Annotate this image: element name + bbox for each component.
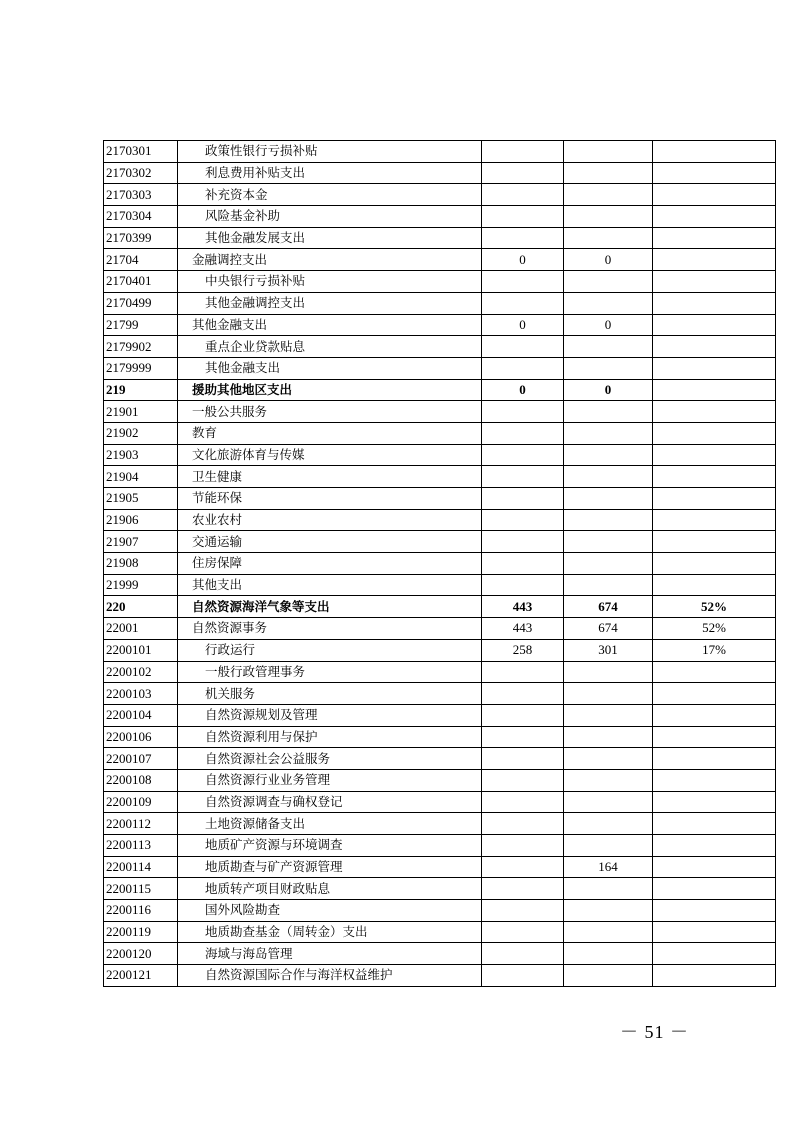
name-cell: 其他金融支出: [178, 314, 482, 336]
value-cell-2: [564, 574, 653, 596]
table-row: [104, 206, 776, 228]
name-cell: 海域与海岛管理: [178, 943, 482, 965]
value-cell-1: 258: [482, 639, 564, 661]
table-row: [104, 336, 776, 358]
value-cell-1: 0: [482, 379, 564, 401]
value-cell-2: [564, 184, 653, 206]
table-row: [104, 878, 776, 900]
table-row: [104, 162, 776, 184]
code-cell: 2200101: [104, 639, 178, 661]
value-cell-2: 0: [564, 379, 653, 401]
table-row: [104, 965, 776, 987]
value-cell-3: [653, 336, 776, 358]
name-cell: 国外风险勘查: [178, 900, 482, 922]
value-cell-1: [482, 704, 564, 726]
code-cell: 2200114: [104, 856, 178, 878]
page-number: － 51 －: [620, 1022, 689, 1042]
value-cell-3: [653, 466, 776, 488]
name-cell: 土地资源储备支出: [178, 813, 482, 835]
name-cell: 自然资源调查与确权登记: [178, 791, 482, 813]
table-row: [104, 357, 776, 379]
code-cell: 21906: [104, 509, 178, 531]
table-row: [104, 141, 776, 163]
value-cell-2: [564, 921, 653, 943]
value-cell-2: 301: [564, 639, 653, 661]
code-cell: 2170303: [104, 184, 178, 206]
value-cell-1: [482, 509, 564, 531]
value-cell-3: [653, 184, 776, 206]
value-cell-2: [564, 726, 653, 748]
value-cell-2: 164: [564, 856, 653, 878]
name-cell: 其他金融发展支出: [178, 227, 482, 249]
value-cell-1: [482, 769, 564, 791]
value-cell-2: [564, 704, 653, 726]
code-cell: 21907: [104, 531, 178, 553]
table-row: [104, 466, 776, 488]
value-cell-3: 52%: [653, 596, 776, 618]
value-cell-3: [653, 813, 776, 835]
table-row: [104, 639, 776, 661]
table-row: [104, 271, 776, 293]
value-cell-2: [564, 835, 653, 857]
table-row: [104, 531, 776, 553]
name-cell: 自然资源规划及管理: [178, 704, 482, 726]
code-cell: 2200115: [104, 878, 178, 900]
value-cell-2: [564, 444, 653, 466]
code-cell: 2200109: [104, 791, 178, 813]
table-row: [104, 553, 776, 575]
value-cell-3: [653, 227, 776, 249]
value-cell-2: [564, 748, 653, 770]
name-cell: 中央银行亏损补贴: [178, 271, 482, 293]
value-cell-3: [653, 444, 776, 466]
value-cell-1: [482, 553, 564, 575]
name-cell: 地质转产项目财政贴息: [178, 878, 482, 900]
value-cell-3: 17%: [653, 639, 776, 661]
code-cell: 2200120: [104, 943, 178, 965]
code-cell: 2200116: [104, 900, 178, 922]
value-cell-2: 0: [564, 249, 653, 271]
value-cell-3: [653, 965, 776, 987]
value-cell-2: [564, 336, 653, 358]
code-cell: 2200102: [104, 661, 178, 683]
name-cell: 卫生健康: [178, 466, 482, 488]
value-cell-3: [653, 401, 776, 423]
value-cell-2: [564, 878, 653, 900]
value-cell-2: [564, 422, 653, 444]
value-cell-3: [653, 791, 776, 813]
value-cell-3: [653, 531, 776, 553]
value-cell-3: [653, 574, 776, 596]
value-cell-3: [653, 206, 776, 228]
value-cell-3: [653, 357, 776, 379]
name-cell: 交通运输: [178, 531, 482, 553]
name-cell: 政策性银行亏损补贴: [178, 141, 482, 163]
value-cell-1: [482, 271, 564, 293]
code-cell: 2200106: [104, 726, 178, 748]
name-cell: 地质矿产资源与环境调查: [178, 835, 482, 857]
name-cell: 风险基金补助: [178, 206, 482, 228]
value-cell-3: [653, 921, 776, 943]
table-row: [104, 574, 776, 596]
value-cell-1: [482, 813, 564, 835]
code-cell: 2200107: [104, 748, 178, 770]
table-row: [104, 835, 776, 857]
name-cell: 金融调控支出: [178, 249, 482, 271]
value-cell-1: 0: [482, 314, 564, 336]
value-cell-1: [482, 856, 564, 878]
name-cell: 援助其他地区支出: [178, 379, 482, 401]
value-cell-3: [653, 726, 776, 748]
table-row: [104, 509, 776, 531]
value-cell-2: [564, 791, 653, 813]
table-row: [104, 769, 776, 791]
value-cell-2: [564, 813, 653, 835]
value-cell-2: [564, 900, 653, 922]
value-cell-1: [482, 466, 564, 488]
code-cell: 21799: [104, 314, 178, 336]
table-row: [104, 422, 776, 444]
name-cell: 机关服务: [178, 683, 482, 705]
name-cell: 其他金融调控支出: [178, 292, 482, 314]
table-row: [104, 726, 776, 748]
value-cell-3: [653, 856, 776, 878]
code-cell: 21902: [104, 422, 178, 444]
table-row: [104, 791, 776, 813]
name-cell: 节能环保: [178, 488, 482, 510]
value-cell-2: [564, 683, 653, 705]
value-cell-1: [482, 488, 564, 510]
table-row: [104, 379, 776, 401]
value-cell-3: [653, 314, 776, 336]
table-row: [104, 943, 776, 965]
table-row: [104, 184, 776, 206]
value-cell-3: [653, 509, 776, 531]
value-cell-1: [482, 336, 564, 358]
name-cell: 一般行政管理事务: [178, 661, 482, 683]
code-cell: 2170304: [104, 206, 178, 228]
table-row: [104, 683, 776, 705]
code-cell: 21903: [104, 444, 178, 466]
value-cell-3: [653, 748, 776, 770]
value-cell-1: [482, 357, 564, 379]
table-row: [104, 488, 776, 510]
value-cell-2: [564, 227, 653, 249]
code-cell: 21905: [104, 488, 178, 510]
name-cell: 其他金融支出: [178, 357, 482, 379]
value-cell-1: [482, 726, 564, 748]
code-cell: 2200103: [104, 683, 178, 705]
value-cell-2: [564, 509, 653, 531]
name-cell: 利息费用补贴支出: [178, 162, 482, 184]
code-cell: 2200121: [104, 965, 178, 987]
value-cell-2: [564, 141, 653, 163]
value-cell-2: [564, 466, 653, 488]
value-cell-3: [653, 379, 776, 401]
value-cell-2: [564, 488, 653, 510]
value-cell-3: [653, 488, 776, 510]
code-cell: 2200108: [104, 769, 178, 791]
value-cell-3: [653, 683, 776, 705]
table-row: [104, 249, 776, 271]
value-cell-1: [482, 748, 564, 770]
value-cell-1: [482, 791, 564, 813]
value-cell-1: 0: [482, 249, 564, 271]
value-cell-2: [564, 162, 653, 184]
value-cell-3: [653, 943, 776, 965]
value-cell-3: [653, 249, 776, 271]
name-cell: 自然资源国际合作与海洋权益维护: [178, 965, 482, 987]
value-cell-1: [482, 835, 564, 857]
value-cell-3: [653, 704, 776, 726]
value-cell-2: [564, 769, 653, 791]
value-cell-1: [482, 401, 564, 423]
value-cell-2: [564, 553, 653, 575]
name-cell: 住房保障: [178, 553, 482, 575]
value-cell-2: [564, 271, 653, 293]
budget-table: [103, 140, 776, 987]
code-cell: 2170399: [104, 227, 178, 249]
table-row: [104, 618, 776, 640]
budget-table-body: [104, 141, 776, 987]
value-cell-2: [564, 357, 653, 379]
table-row: [104, 921, 776, 943]
name-cell: 自然资源社会公益服务: [178, 748, 482, 770]
name-cell: 地质勘查基金（周转金）支出: [178, 921, 482, 943]
code-cell: 2200119: [104, 921, 178, 943]
value-cell-2: [564, 401, 653, 423]
table-row: [104, 314, 776, 336]
value-cell-3: [653, 422, 776, 444]
value-cell-3: [653, 162, 776, 184]
table-row: [104, 748, 776, 770]
value-cell-2: [564, 943, 653, 965]
name-cell: 其他支出: [178, 574, 482, 596]
value-cell-2: [564, 531, 653, 553]
value-cell-1: [482, 531, 564, 553]
code-cell: 2170499: [104, 292, 178, 314]
code-cell: 21908: [104, 553, 178, 575]
value-cell-3: [653, 878, 776, 900]
value-cell-1: [482, 921, 564, 943]
value-cell-2: [564, 965, 653, 987]
code-cell: 22001: [104, 618, 178, 640]
name-cell: 地质勘查与矿产资源管理: [178, 856, 482, 878]
value-cell-1: [482, 184, 564, 206]
code-cell: 21704: [104, 249, 178, 271]
value-cell-2: 0: [564, 314, 653, 336]
value-cell-3: [653, 661, 776, 683]
table-row: [104, 661, 776, 683]
name-cell: 补充资本金: [178, 184, 482, 206]
code-cell: 2170302: [104, 162, 178, 184]
value-cell-3: [653, 769, 776, 791]
code-cell: 220: [104, 596, 178, 618]
name-cell: 教育: [178, 422, 482, 444]
name-cell: 行政运行: [178, 639, 482, 661]
value-cell-3: [653, 141, 776, 163]
value-cell-2: [564, 661, 653, 683]
value-cell-1: [482, 292, 564, 314]
table-row: [104, 900, 776, 922]
name-cell: 文化旅游体育与传媒: [178, 444, 482, 466]
value-cell-1: [482, 206, 564, 228]
value-cell-2: [564, 292, 653, 314]
table-row: [104, 704, 776, 726]
name-cell: 农业农村: [178, 509, 482, 531]
value-cell-3: [653, 271, 776, 293]
table-row: [104, 856, 776, 878]
name-cell: 自然资源海洋气象等支出: [178, 596, 482, 618]
value-cell-1: [482, 444, 564, 466]
value-cell-1: [482, 683, 564, 705]
value-cell-1: [482, 422, 564, 444]
value-cell-1: [482, 965, 564, 987]
code-cell: 2170401: [104, 271, 178, 293]
value-cell-1: [482, 162, 564, 184]
code-cell: 21904: [104, 466, 178, 488]
value-cell-1: [482, 141, 564, 163]
table-row: [104, 813, 776, 835]
value-cell-1: [482, 943, 564, 965]
value-cell-2: 674: [564, 618, 653, 640]
code-cell: 21901: [104, 401, 178, 423]
value-cell-1: [482, 900, 564, 922]
value-cell-2: 674: [564, 596, 653, 618]
code-cell: 2200113: [104, 835, 178, 857]
value-cell-1: [482, 661, 564, 683]
table-row: [104, 444, 776, 466]
code-cell: 2179999: [104, 357, 178, 379]
value-cell-3: [653, 835, 776, 857]
table-row: [104, 401, 776, 423]
table-row: [104, 227, 776, 249]
value-cell-1: 443: [482, 618, 564, 640]
name-cell: 自然资源事务: [178, 618, 482, 640]
value-cell-3: [653, 553, 776, 575]
code-cell: 219: [104, 379, 178, 401]
value-cell-1: [482, 227, 564, 249]
table-row: [104, 292, 776, 314]
value-cell-1: [482, 574, 564, 596]
name-cell: 一般公共服务: [178, 401, 482, 423]
name-cell: 自然资源利用与保护: [178, 726, 482, 748]
name-cell: 自然资源行业业务管理: [178, 769, 482, 791]
value-cell-1: 443: [482, 596, 564, 618]
code-cell: 21999: [104, 574, 178, 596]
value-cell-1: [482, 878, 564, 900]
value-cell-3: [653, 900, 776, 922]
name-cell: 重点企业贷款贴息: [178, 336, 482, 358]
value-cell-3: [653, 292, 776, 314]
table-row: [104, 596, 776, 618]
code-cell: 2170301: [104, 141, 178, 163]
code-cell: 2200112: [104, 813, 178, 835]
code-cell: 2179902: [104, 336, 178, 358]
code-cell: 2200104: [104, 704, 178, 726]
value-cell-2: [564, 206, 653, 228]
value-cell-3: 52%: [653, 618, 776, 640]
